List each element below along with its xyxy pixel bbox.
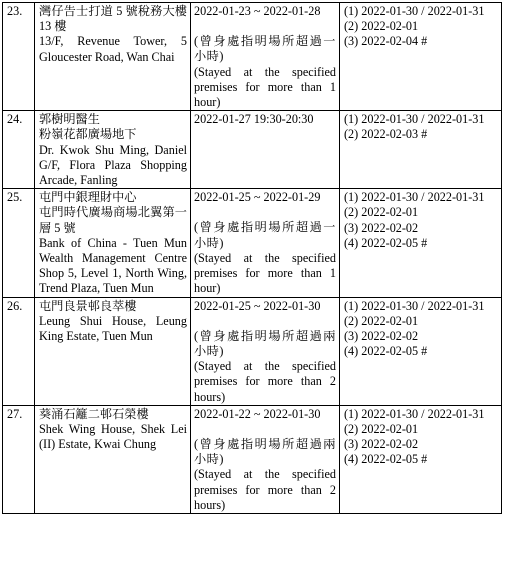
premises-line: Shek Wing House, Shek Lei (II) Estate, Kwai Chung <box>39 422 187 452</box>
period-main: 2022-01-27 19:30-20:30 <box>194 112 314 127</box>
test-date: (4) 2022-02-05 # <box>344 235 428 250</box>
premises-line: 郭樹明醫生 <box>39 112 100 127</box>
row-number: 26. <box>3 297 35 405</box>
table-row <box>3 405 502 513</box>
period-cell <box>191 405 340 513</box>
premises-line: 屯門中銀理財中心 <box>39 190 137 205</box>
premises-line: 屯門時代廣場商場北翼第一層 5 號 <box>39 205 187 235</box>
premises-cell <box>35 189 191 297</box>
premises-line: Bank of China - Tuen Mun Wealth Management Centre Shop 5, Level 1, North Wing, Trend Plaza, Tuen Mun <box>39 235 187 296</box>
table-row <box>3 3 502 111</box>
period-note-zh: (曾身處指明場所超過一小時) <box>194 220 336 250</box>
premises-cell <box>35 297 191 405</box>
test-dates-cell <box>340 405 502 513</box>
premises-line: 灣仔告士打道 5 號稅務大樓 13 樓 <box>39 4 187 34</box>
period-note-zh: (曾身處指明場所超過兩小時) <box>194 328 336 359</box>
test-date: (1) 2022-01-30 / 2022-01-31 <box>344 298 485 313</box>
period-cell <box>191 111 340 189</box>
period-note-en: (Stayed at the specified premises for more than 1 hour) <box>194 250 336 296</box>
test-date: (3) 2022-02-04 # <box>344 34 428 49</box>
period-main: 2022-01-22 ~ 2022-01-30 <box>194 406 321 421</box>
period-cell <box>191 3 340 111</box>
period-note-en: (Stayed at the specified premises for more than 2 hours) <box>194 467 336 512</box>
spacer <box>194 205 336 220</box>
premises-cell <box>35 405 191 513</box>
test-dates-cell <box>340 111 502 189</box>
test-date: (3) 2022-02-02 <box>344 220 419 235</box>
premises-line: 屯門良景邨良萃樓 <box>39 298 137 313</box>
test-date: (2) 2022-02-01 <box>344 313 419 328</box>
period-cell <box>191 189 340 297</box>
premises-line: Dr. Kwok Shu Ming, Daniel G/F, Flora Plaza Shopping Arcade, Fanling <box>39 142 187 188</box>
premises-line: Leung Shui House, Leung King Estate, Tuen Mun <box>39 313 187 344</box>
row-number: 24. <box>3 111 35 189</box>
period-note-en: (Stayed at the specified premises for more than 1 hour) <box>194 64 336 110</box>
test-dates-cell <box>340 189 502 297</box>
spacer <box>194 422 336 437</box>
test-date: (1) 2022-01-30 / 2022-01-31 <box>344 4 485 18</box>
test-date: (2) 2022-02-03 # <box>344 127 428 142</box>
test-dates-cell <box>340 3 502 111</box>
period-note-zh: (曾身處指明場所超過兩小時) <box>194 437 336 467</box>
premises-cell <box>35 3 191 111</box>
spacer <box>194 19 336 34</box>
test-date: (1) 2022-01-30 / 2022-01-31 <box>344 112 485 127</box>
table-row <box>3 111 502 189</box>
test-date: (3) 2022-02-02 <box>344 437 419 452</box>
test-date: (4) 2022-02-05 # <box>344 452 428 467</box>
test-date: (2) 2022-02-01 <box>344 422 419 437</box>
table-row <box>3 297 502 405</box>
test-date: (1) 2022-01-30 / 2022-01-31 <box>344 190 485 205</box>
period-main: 2022-01-25 ~ 2022-01-30 <box>194 298 321 313</box>
period-main: 2022-01-25 ~ 2022-01-29 <box>194 190 321 205</box>
test-date: (4) 2022-02-05 # <box>344 344 428 359</box>
spacer <box>194 314 336 329</box>
test-date: (1) 2022-01-30 / 2022-01-31 <box>344 406 485 421</box>
row-number: 25. <box>3 189 35 297</box>
period-cell <box>191 297 340 405</box>
premises-table <box>2 2 502 514</box>
period-note-zh: (曾身處指明場所超過一小時) <box>194 34 336 64</box>
test-date: (3) 2022-02-02 <box>344 329 419 344</box>
premises-line: 粉嶺花都廣場地下 <box>39 127 137 142</box>
premises-cell <box>35 111 191 189</box>
row-number: 27. <box>3 405 35 513</box>
premises-table-body <box>3 3 502 514</box>
period-note-en: (Stayed at the specified premises for more than 2 hours) <box>194 359 336 404</box>
premises-line: 葵涌石籬二邨石榮樓 <box>39 406 149 421</box>
table-row <box>3 189 502 297</box>
test-date: (2) 2022-02-01 <box>344 19 419 34</box>
row-number: 23. <box>3 3 35 111</box>
period-main: 2022-01-23 ~ 2022-01-28 <box>194 4 321 18</box>
premises-line: 13/F, Revenue Tower, 5 Gloucester Road, Wan Chai <box>39 34 187 64</box>
test-dates-cell <box>340 297 502 405</box>
test-date: (2) 2022-02-01 <box>344 205 419 220</box>
